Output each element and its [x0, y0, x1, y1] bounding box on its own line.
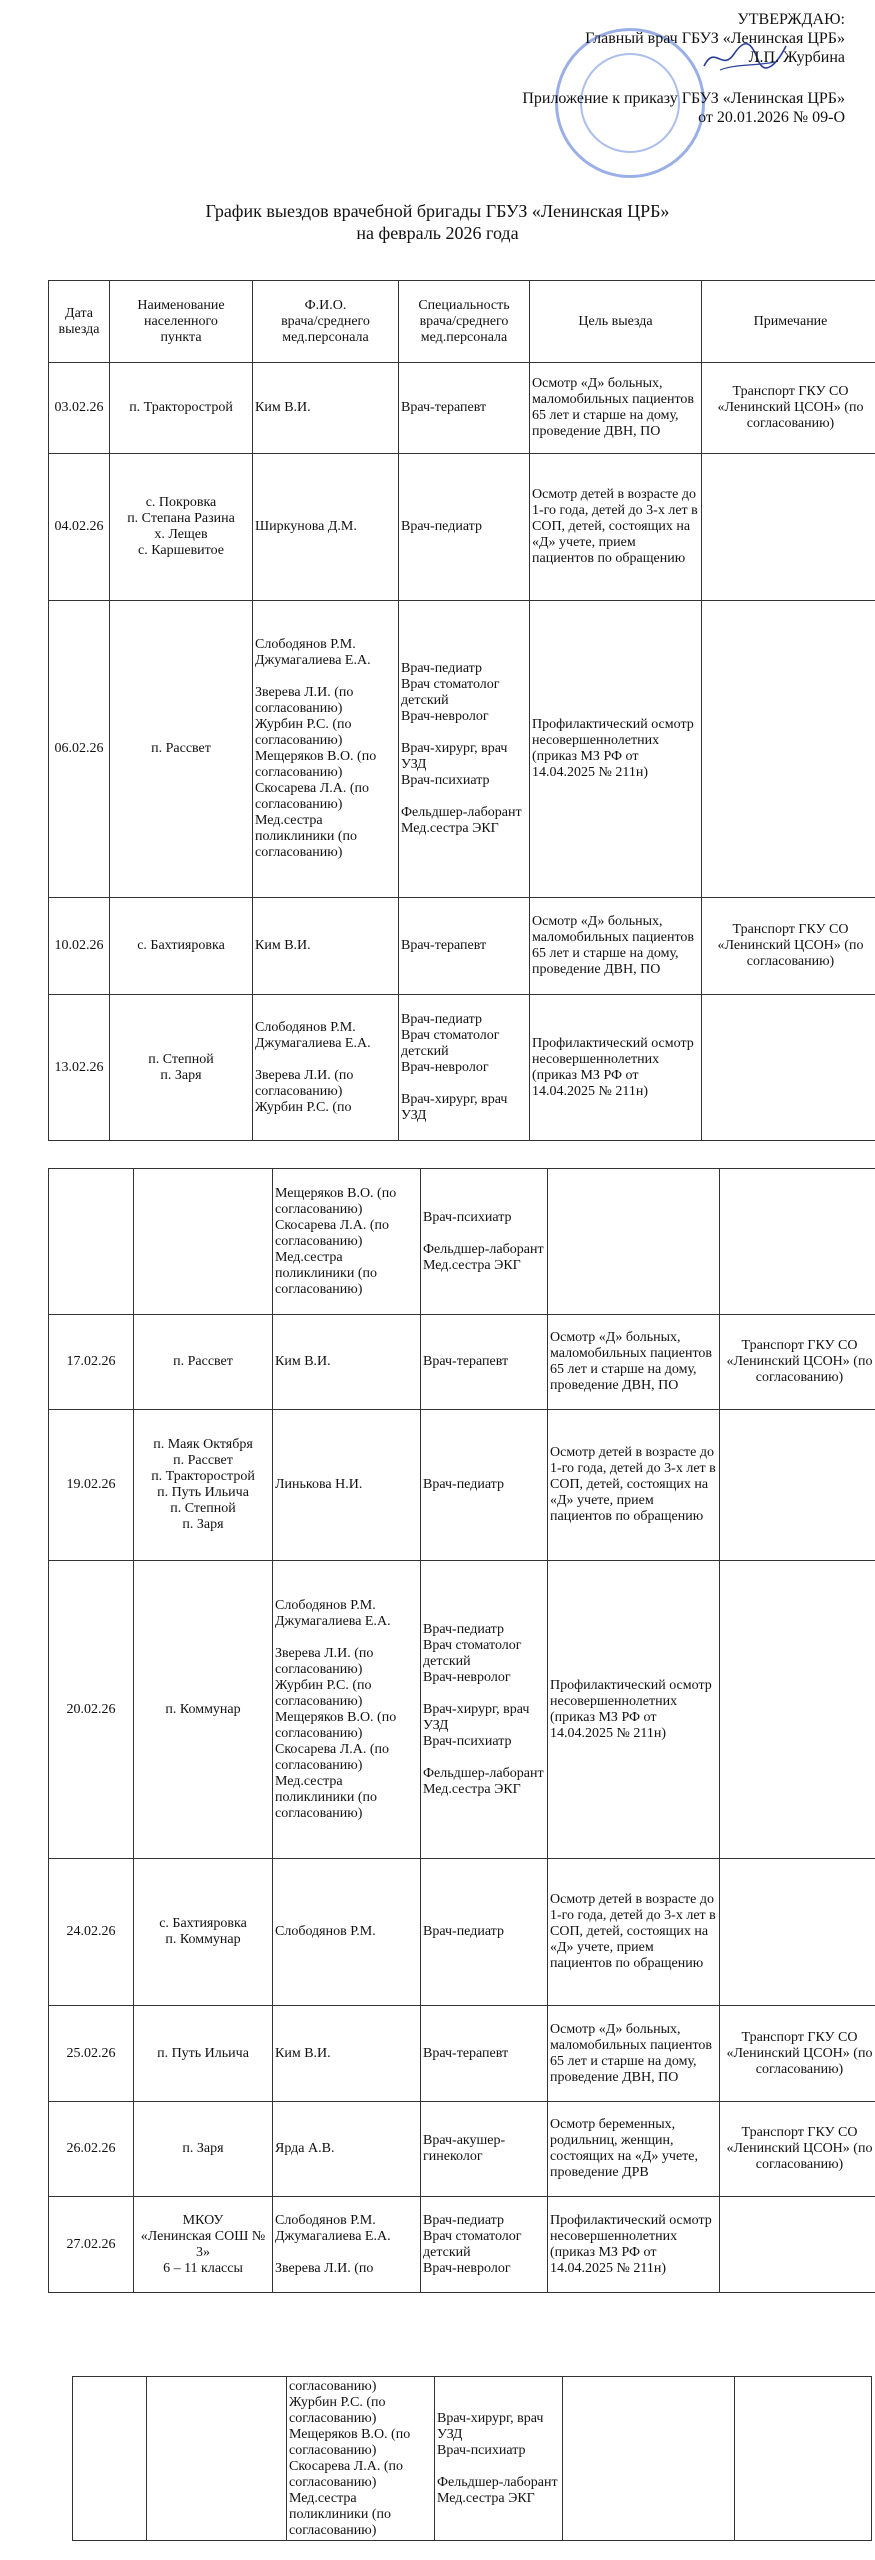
- approve-label: УТВЕРЖДАЮ:: [737, 11, 845, 28]
- schedule-table-page-1: [48, 280, 875, 1141]
- title-line-1: График выездов врачебной бригады ГБУЗ «Ленинская ЦРБ»: [205, 201, 670, 221]
- schedule-table-page-3: [72, 2376, 872, 2541]
- table-row: [49, 2197, 875, 2293]
- cell-specialty: Врач-педиатр: [399, 454, 530, 601]
- cell-specialty: Врач-педиатр Врач стоматолог детский Врач-невролог Врач-хирург, врач УЗД Врач-психиатр Фельдшер-лаборант Мед.сестра ЭКГ: [421, 1561, 548, 1859]
- cell-goal: Профилактический осмотр несовершеннолетних (приказ МЗ РФ от 14.04.2025 № 211н): [548, 2197, 720, 2293]
- cell-place: п. Рассвет: [134, 1315, 273, 1410]
- cell-goal: Осмотр детей в возрасте до 1-го года, детей до 3-х лет в СОП, детей, состоящих на «Д» учете, прием пациентов по обращению: [548, 1859, 720, 2006]
- approval-block: [522, 10, 845, 127]
- cell-fio: Слободянов Р.М. Джумагалиева Е.А. Зверева Л.И. (по: [273, 2197, 421, 2293]
- schedule-table-page-2: [48, 1168, 875, 2293]
- cell-goal: Осмотр «Д» больных, маломобильных пациентов 65 лет и старше на дому, проведение ДВН, ПО: [548, 1315, 720, 1410]
- cell-note: [720, 1561, 875, 1859]
- header-goal: Цель выезда: [530, 281, 702, 363]
- cell-goal: Осмотр «Д» больных, маломобильных пациентов 65 лет и старше на дому, проведение ДВН, ПО: [530, 898, 702, 995]
- cell-goal: Профилактический осмотр несовершеннолетних (приказ МЗ РФ от 14.04.2025 № 211н): [530, 601, 702, 898]
- table-row: [49, 601, 875, 898]
- title-line-2: на февраль 2026 года: [356, 223, 519, 243]
- cell-goal: Осмотр «Д» больных, маломобильных пациентов 65 лет и старше на дому, проведение ДВН, ПО: [548, 2006, 720, 2102]
- cell-place: с. Бахтияровка: [110, 898, 253, 995]
- cell-fio: Мещеряков В.О. (по согласованию) Скосарева Л.А. (по согласованию) Мед.сестра поликлиники (по согласованию): [273, 1169, 421, 1315]
- cell-note: Транспорт ГКУ СО «Ленинский ЦСОН» (по согласованию): [720, 1315, 875, 1410]
- cell-goal: Профилактический осмотр несовершеннолетних (приказ МЗ РФ от 14.04.2025 № 211н): [530, 995, 702, 1141]
- appendix-line: Приложение к приказу ГБУЗ «Ленинская ЦРБ»: [522, 90, 845, 107]
- cell-date: 27.02.26: [49, 2197, 134, 2293]
- cell-date: [73, 2377, 147, 2541]
- cell-note: Транспорт ГКУ СО «Ленинский ЦСОН» (по согласованию): [702, 363, 875, 454]
- cell-date: 19.02.26: [49, 1410, 134, 1561]
- cell-date: 25.02.26: [49, 2006, 134, 2102]
- cell-date: 26.02.26: [49, 2102, 134, 2197]
- cell-note: [720, 2197, 875, 2293]
- cell-note: [735, 2377, 872, 2541]
- cell-date: 13.02.26: [49, 995, 110, 1141]
- cell-fio: Ким В.И.: [273, 2006, 421, 2102]
- cell-goal: Осмотр беременных, родильниц, женщин, состоящих на «Д» учете, проведение ДРВ: [548, 2102, 720, 2197]
- cell-specialty: Врач-хирург, врач УЗД Врач-психиатр Фельдшер-лаборант Мед.сестра ЭКГ: [435, 2377, 563, 2541]
- cell-place: с. Бахтияровка п. Коммунар: [134, 1859, 273, 2006]
- cell-date: 06.02.26: [49, 601, 110, 898]
- cell-note: [702, 601, 875, 898]
- header-fio: Ф.И.О. врача/среднего мед.персонала: [253, 281, 399, 363]
- cell-place: п. Путь Ильича: [134, 2006, 273, 2102]
- cell-place: п. Заря: [134, 2102, 273, 2197]
- cell-fio: согласованию) Журбин Р.С. (по согласованию) Мещеряков В.О. (по согласованию) Скосарева Л.А. (по согласованию) Мед.сестра поликлиники (по согласованию): [287, 2377, 435, 2541]
- cell-fio: Ким В.И.: [273, 1315, 421, 1410]
- cell-fio: Ким В.И.: [253, 363, 399, 454]
- cell-place: п. Степной п. Заря: [110, 995, 253, 1141]
- table-row: [49, 1561, 875, 1859]
- cell-fio: Слободянов Р.М.: [273, 1859, 421, 2006]
- cell-goal: Осмотр детей в возрасте до 1-го года, детей до 3-х лет в СОП, детей, состоящих на «Д» учете, прием пациентов по обращению: [548, 1410, 720, 1561]
- table-row: [49, 1315, 875, 1410]
- cell-note: Транспорт ГКУ СО «Ленинский ЦСОН» (по согласованию): [720, 2006, 875, 2102]
- cell-specialty: Врач-педиатр Врач стоматолог детский Врач-невролог Врач-хирург, врач УЗД Врач-психиатр Фельдшер-лаборант Мед.сестра ЭКГ: [399, 601, 530, 898]
- order-line: от 20.01.2026 № 09-О: [698, 109, 845, 126]
- cell-specialty: Врач-терапевт: [421, 2006, 548, 2102]
- cell-place: МКОУ «Ленинская СОШ № 3» 6 – 11 классы: [134, 2197, 273, 2293]
- approver-name: Л.П. Журбина: [748, 49, 845, 66]
- cell-fio: Слободянов Р.М. Джумагалиева Е.А. Зверева Л.И. (по согласованию) Журбин Р.С. (по: [253, 995, 399, 1141]
- cell-note: Транспорт ГКУ СО «Ленинский ЦСОН» (по согласованию): [720, 2102, 875, 2197]
- cell-note: Транспорт ГКУ СО «Ленинский ЦСОН» (по согласованию): [702, 898, 875, 995]
- table-header-row: [49, 281, 875, 363]
- approver-position: Главный врач ГБУЗ «Ленинская ЦРБ»: [585, 30, 845, 47]
- cell-date: 04.02.26: [49, 454, 110, 601]
- cell-place: п. Коммунар: [134, 1561, 273, 1859]
- cell-place: с. Покровка п. Степана Разина х. Лещев с. Каршевитое: [110, 454, 253, 601]
- table-row: [49, 454, 875, 601]
- cell-specialty: Врач-терапевт: [421, 1315, 548, 1410]
- cell-goal: Профилактический осмотр несовершеннолетних (приказ МЗ РФ от 14.04.2025 № 211н): [548, 1561, 720, 1859]
- cell-goal: Осмотр детей в возрасте до 1-го года, детей до 3-х лет в СОП, детей, состоящих на «Д» учете, прием пациентов по обращению: [530, 454, 702, 601]
- table-row: [49, 898, 875, 995]
- cell-date: 20.02.26: [49, 1561, 134, 1859]
- cell-date: 24.02.26: [49, 1859, 134, 2006]
- cell-place: п. Рассвет: [110, 601, 253, 898]
- cell-note: [720, 1859, 875, 2006]
- cell-fio: Слободянов Р.М. Джумагалиева Е.А. Зверева Л.И. (по согласованию) Журбин Р.С. (по согласованию) Мещеряков В.О. (по согласованию) Скосарева Л.А. (по согласованию) Мед.сестра поликлиники (по согласованию): [253, 601, 399, 898]
- cell-fio: Линькова Н.И.: [273, 1410, 421, 1561]
- cell-date: 10.02.26: [49, 898, 110, 995]
- table-row: [49, 2102, 875, 2197]
- cell-date: [49, 1169, 134, 1315]
- cell-place: п. Маяк Октября п. Рассвет п. Тракторострой п. Путь Ильича п. Степной п. Заря: [134, 1410, 273, 1561]
- cell-date: 17.02.26: [49, 1315, 134, 1410]
- document-title: [0, 200, 875, 244]
- cell-specialty: Врач-педиатр: [421, 1410, 548, 1561]
- cell-date: 03.02.26: [49, 363, 110, 454]
- cell-specialty: Врач-акушер-гинеколог: [421, 2102, 548, 2197]
- cell-specialty: Врач-терапевт: [399, 898, 530, 995]
- cell-goal: Осмотр «Д» больных, маломобильных пациентов 65 лет и старше на дому, проведение ДВН, ПО: [530, 363, 702, 454]
- cell-goal: [548, 1169, 720, 1315]
- table-row: [49, 1410, 875, 1561]
- cell-goal: [563, 2377, 735, 2541]
- cell-place: п. Тракторострой: [110, 363, 253, 454]
- cell-specialty: Врач-педиатр Врач стоматолог детский Врач-невролог: [421, 2197, 548, 2293]
- cell-note: [702, 995, 875, 1141]
- cell-fio: Слободянов Р.М. Джумагалиева Е.А. Зверева Л.И. (по согласованию) Журбин Р.С. (по согласованию) Мещеряков В.О. (по согласованию) Скосарева Л.А. (по согласованию) Мед.сестра поликлиники (по согласованию): [273, 1561, 421, 1859]
- cell-note: [720, 1410, 875, 1561]
- cell-fio: Ким В.И.: [253, 898, 399, 995]
- header-date: Дата выезда: [49, 281, 110, 363]
- table-row: [49, 363, 875, 454]
- cell-place: [147, 2377, 287, 2541]
- header-note: Примечание: [702, 281, 875, 363]
- cell-fio: Ярда А.В.: [273, 2102, 421, 2197]
- header-specialty: Специальность врача/среднего мед.персонала: [399, 281, 530, 363]
- table-row: [73, 2377, 872, 2541]
- cell-specialty: Врач-терапевт: [399, 363, 530, 454]
- cell-specialty: Врач-педиатр Врач стоматолог детский Врач-невролог Врач-хирург, врач УЗД: [399, 995, 530, 1141]
- cell-note: [720, 1169, 875, 1315]
- cell-note: [702, 454, 875, 601]
- table-row: [49, 995, 875, 1141]
- cell-specialty: Врач-психиатр Фельдшер-лаборант Мед.сестра ЭКГ: [421, 1169, 548, 1315]
- table-row: [49, 1169, 875, 1315]
- cell-fio: Ширкунова Д.М.: [253, 454, 399, 601]
- cell-specialty: Врач-педиатр: [421, 1859, 548, 2006]
- table-row: [49, 1859, 875, 2006]
- cell-place: [134, 1169, 273, 1315]
- table-row: [49, 2006, 875, 2102]
- header-place: Наименование населенного пункта: [110, 281, 253, 363]
